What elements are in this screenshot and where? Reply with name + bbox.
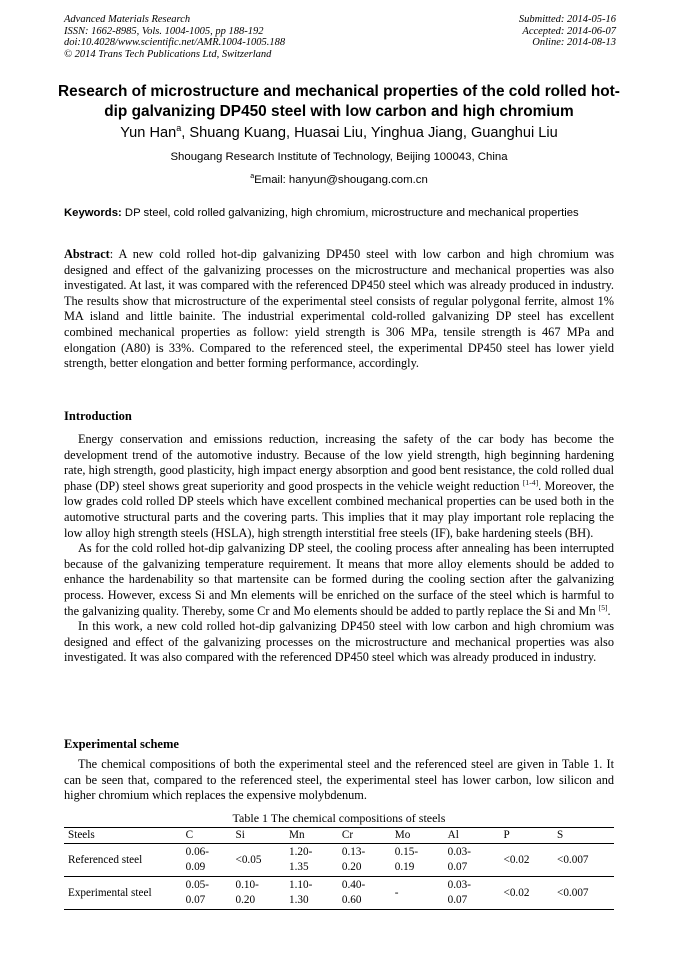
cell-line: 0.10- bbox=[235, 879, 259, 891]
introduction-heading: Introduction bbox=[64, 409, 132, 423]
author-email: Email: hanyun@shougang.com.cn bbox=[254, 174, 428, 186]
introduction-body bbox=[64, 432, 614, 666]
cell-mo bbox=[391, 844, 444, 877]
header-si: Si bbox=[232, 828, 286, 844]
cell-line: 1.10- bbox=[289, 879, 313, 891]
intro-paragraph-1 bbox=[64, 432, 614, 541]
journal-issn: ISSN: 1662-8985, Vols. 1004-1005, pp 188-192 bbox=[64, 25, 264, 37]
keywords-label: Keywords: bbox=[64, 207, 122, 219]
intro-p2-text-a: As for the cold rolled hot-dip galvanizing DP steel, the cooling process after annealing has been interrupted because of the galvanizing temperature requirement. It means that more alloy elements should be added to enhance the hardenability so that martensite can be formed during the cooling section after the galvanizing process. However, excess Si and Mn elements will be enriched on the surface of the steel which is harmful to the galvanizing quality. Thereby, some Cr and Mo elements should be added to partly replace the Si and Mn bbox=[64, 541, 614, 618]
accepted-date: Accepted: 2014-06-07 bbox=[522, 25, 616, 37]
intro-p1-text-a: Energy conservation and emissions reduction, increasing the safety of the car body has become the development trend of the automotive industry. Because of the low yield strength, high beginning hardening rate, high strength, good plasticity, high impact energy absorption and good bent resistance, the cold rolled dual phase (DP) steel shows great superiority and good prospects in the vehicle weight reduction bbox=[64, 432, 614, 493]
header-mo: Mo bbox=[391, 828, 444, 844]
author-affiliation-mark: a bbox=[176, 123, 182, 134]
header-c: C bbox=[182, 828, 232, 844]
cell-cr bbox=[338, 877, 391, 910]
cell-line: 0.03- bbox=[447, 879, 471, 891]
submitted-date: Submitted: 2014-05-16 bbox=[518, 14, 616, 25]
header-al: Al bbox=[444, 828, 500, 844]
intro-p1-text-b: . Moreover, the low grades cold rolled DP steels which have excellent combined mechanical properties can be used both in the automotive structural parts and the covering parts. This implies that it may play important role replacing the low alloy high strength steels (HSLA), high strength interstitial free steels (IF), bake hardening steels (BH). bbox=[64, 478, 614, 540]
cell-p: <0.02 bbox=[500, 844, 554, 877]
table-caption: Table 1 The chemical compositions of steels bbox=[232, 811, 446, 825]
cell-line: 0.07 bbox=[447, 894, 468, 906]
cell-line: 0.60 bbox=[341, 894, 362, 906]
composition-table-wrapper bbox=[64, 827, 614, 910]
cell-mn bbox=[285, 877, 338, 910]
journal-copyright: © 2014 Trans Tech Publications Ltd, Switzerland bbox=[64, 48, 272, 60]
cell-line: 0.20 bbox=[341, 861, 362, 873]
cell-line: 0.19 bbox=[394, 861, 415, 873]
exp-paragraph-1: The chemical compositions of both the experimental steel and the referenced steel are given in Table 1. It can be seen that, compared to the referenced steel, the experimental steel has lower carbon, low silicon and higher chromium which replaces the expensive molybdenum. bbox=[64, 757, 614, 803]
cell-line: 0.07 bbox=[447, 861, 468, 873]
cell-steel: Referenced steel bbox=[64, 844, 182, 877]
intro-paragraph-3: In this work, a new cold rolled hot-dip galvanizing DP450 steel with low carbon and high chromium was designed and effect of the galvanizing processes on the microstructure and mechanical properties was also investigated. It was also compared with the referenced DP450 steel which was already produced in industry. bbox=[64, 619, 614, 665]
header-p: P bbox=[500, 828, 554, 844]
cell-mn bbox=[285, 844, 338, 877]
cell-p: <0.02 bbox=[500, 877, 554, 910]
header-cr: Cr bbox=[338, 828, 391, 844]
cell-line: 0.07 bbox=[185, 894, 206, 906]
cell-line: 1.30 bbox=[289, 894, 309, 906]
cell-si bbox=[232, 877, 286, 910]
journal-header-right bbox=[519, 14, 616, 49]
cell-line: 0.20 bbox=[235, 894, 256, 906]
paper-authors bbox=[58, 124, 620, 142]
cell-al bbox=[444, 877, 500, 910]
cell-line: 1.20- bbox=[289, 846, 313, 858]
intro-paragraph-2 bbox=[64, 541, 614, 619]
cell-line: 0.06- bbox=[185, 846, 209, 858]
abstract-label: Abstract bbox=[64, 247, 110, 261]
journal-doi: doi:10.4028/www.scientific.net/AMR.1004-1005.188 bbox=[64, 37, 286, 49]
abstract-text: : A new cold rolled hot-dip galvanizing DP450 steel with low carbon and high chromium was designed and effect of the galvanizing processes on the microstructure and mechanical properties was also investigated. At last, it was compared with the referenced DP450 steel which was already produced in industry. The results show that microstructure of the experimental steel consists of regular polygonal ferrite, almost 1% MA island and little bainite. The industrial experimental cold-rolled galvanizing DP steel has excellent combined mechanical properties as follow: yield strength is 306 MPa, tensile strength is 467 MPa and elongation (A80) is 33%. Compared to the referenced steel, the experimental DP450 steel has lower yield strength, better elongation and better forming performance, accordingly. bbox=[64, 247, 614, 371]
table-row bbox=[64, 844, 614, 877]
keywords bbox=[64, 206, 614, 221]
author-email-line bbox=[58, 173, 620, 187]
cell-al bbox=[444, 844, 500, 877]
affiliation: Shougang Research Institute of Technology, Beijing 100043, China bbox=[170, 151, 508, 163]
citation-ref: [1-4] bbox=[522, 477, 539, 487]
composition-table bbox=[64, 827, 614, 910]
table-row bbox=[64, 877, 614, 910]
cell-cr bbox=[338, 844, 391, 877]
intro-p2-text-b: . bbox=[607, 603, 611, 618]
cell-steel: Experimental steel bbox=[64, 877, 182, 910]
cell-line: 0.09 bbox=[185, 861, 206, 873]
header-s: S bbox=[553, 828, 614, 844]
experimental-body bbox=[64, 757, 614, 804]
table-header-row bbox=[64, 828, 614, 844]
cell-s: <0.007 bbox=[553, 877, 614, 910]
email-affiliation-mark: a bbox=[250, 173, 255, 181]
other-authors: , Shuang Kuang, Huasai Liu, Yinghua Jiang, Guanghui Liu bbox=[181, 125, 558, 141]
cell-line: 1.35 bbox=[289, 861, 309, 873]
journal-header-left bbox=[64, 14, 285, 60]
cell-mo: - bbox=[391, 877, 444, 910]
cell-c bbox=[182, 844, 232, 877]
paper-title: Research of microstructure and mechanical properties of the cold rolled hot-dip galvanizing DP450 steel with low carbon and high chromium bbox=[58, 83, 620, 120]
citation-ref: [5] bbox=[598, 602, 608, 612]
keywords-text: DP steel, cold rolled galvanizing, high chromium, microstructure and mechanical properties bbox=[121, 207, 579, 219]
cell-c bbox=[182, 877, 232, 910]
cell-si: <0.05 bbox=[232, 844, 286, 877]
cell-line: 0.13- bbox=[341, 846, 366, 858]
first-author: Yun Han bbox=[120, 125, 177, 141]
journal-name: Advanced Materials Research bbox=[64, 14, 191, 25]
cell-line: 0.40- bbox=[341, 879, 366, 891]
cell-line: 0.15- bbox=[394, 846, 419, 858]
cell-line: 0.05- bbox=[185, 879, 209, 891]
online-date: Online: 2014-08-13 bbox=[532, 37, 616, 49]
cell-s: <0.007 bbox=[553, 844, 614, 877]
experimental-heading: Experimental scheme bbox=[64, 737, 179, 751]
abstract bbox=[64, 247, 614, 372]
header-steels: Steels bbox=[64, 828, 182, 844]
header-mn: Mn bbox=[285, 828, 338, 844]
cell-line: 0.03- bbox=[447, 846, 471, 858]
